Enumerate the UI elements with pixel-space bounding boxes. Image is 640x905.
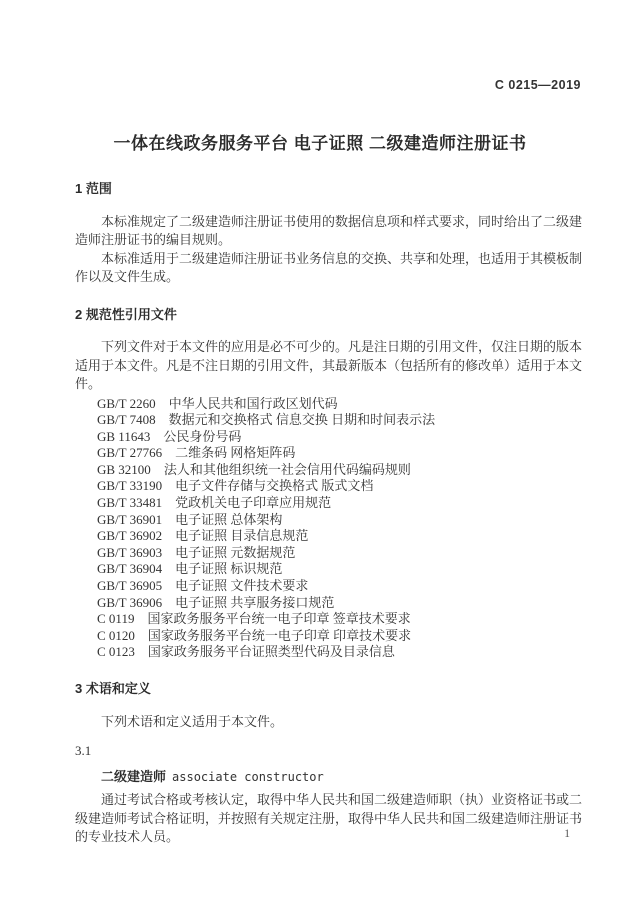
terms-intro: 下列术语和定义适用于本文件。 xyxy=(101,713,284,729)
reference-title: 党政机关电子印章应用规范 xyxy=(175,495,332,511)
reference-title: 数据元和交换格式 信息交换 日期和时间表示法 xyxy=(168,412,436,428)
document-body xyxy=(75,180,582,847)
reference-row xyxy=(75,478,582,495)
reference-row xyxy=(75,445,582,462)
reference-code: C 0119 xyxy=(97,611,135,627)
reference-row xyxy=(75,462,582,479)
page-number: 1 xyxy=(564,828,570,840)
reference-row xyxy=(75,545,582,562)
reference-row xyxy=(75,528,582,545)
references-intro: 下列文件对于本文件的应用是必不可少的。凡是注日期的引用文件，仅注日期的版本适用于本文件。凡是不注日期的引用文件，其最新版本（包括所有的修改单）适用于本文件。 xyxy=(75,339,583,391)
reference-code: GB/T 36904 xyxy=(97,561,163,577)
reference-row xyxy=(75,412,582,429)
reference-row xyxy=(75,595,582,612)
reference-code: GB/T 2260 xyxy=(97,395,156,411)
reference-title: 电子证照 目录信息规范 xyxy=(175,528,309,544)
reference-code: C 0120 xyxy=(97,627,135,643)
reference-code: GB/T 36902 xyxy=(97,528,163,544)
reference-code: GB/T 36901 xyxy=(97,511,163,527)
scope-paragraph-2: 本标准适用于二级建造师注册证书业务信息的交换、共享和处理，也适用于其模板制作以及文件生成。 xyxy=(75,250,583,284)
reference-title: 电子证照 文件技术要求 xyxy=(175,578,309,594)
section-1-body xyxy=(75,213,582,287)
reference-row xyxy=(75,644,582,661)
scope-paragraph-1: 本标准规定了二级建造师注册证书使用的数据信息项和样式要求，同时给出了二级建造师注册证书的编目规则。 xyxy=(75,213,583,247)
reference-title: 法人和其他组织统一社会信用代码编码规则 xyxy=(163,461,411,477)
reference-row xyxy=(75,561,582,578)
reference-code: C 0123 xyxy=(97,644,135,660)
term-number: 3.1 xyxy=(75,743,92,758)
reference-title: 公民身份号码 xyxy=(163,428,242,444)
term-en: associate constructor xyxy=(172,769,324,784)
reference-code: GB/T 36906 xyxy=(97,594,163,610)
reference-title: 电子证照 标识规范 xyxy=(175,561,283,577)
term-zh: 二级建造师 xyxy=(101,768,167,784)
reference-row xyxy=(75,512,582,529)
reference-code: GB/T 27766 xyxy=(97,445,163,461)
reference-title: 电子证照 元数据规范 xyxy=(175,544,296,560)
reference-code: GB 11643 xyxy=(97,428,151,444)
section-2-heading: 2 规范性引用文件 xyxy=(75,306,177,322)
reference-code: GB/T 33481 xyxy=(97,495,163,511)
reference-row xyxy=(75,611,582,628)
standard-code: C 0215—2019 xyxy=(494,78,581,92)
reference-title: 电子证照 总体架构 xyxy=(175,511,283,527)
reference-code: GB/T 36905 xyxy=(97,578,163,594)
reference-title: 国家政务服务平台统一电子印章 签章技术要求 xyxy=(147,611,411,627)
reference-row xyxy=(75,429,582,446)
reference-list xyxy=(75,396,582,662)
reference-row xyxy=(75,628,582,645)
reference-row xyxy=(75,396,582,413)
reference-title: 二维条码 网格矩阵码 xyxy=(175,445,296,461)
reference-row xyxy=(75,578,582,595)
reference-code: GB/T 36903 xyxy=(97,544,163,560)
term-definition: 通过考试合格或考核认定，取得中华人民共和国二级建造师职（执）业资格证书或二级建造师考试合格证明，并按照有关规定注册，取得中华人民共和国二级建造师注册证书的专业技术人员。 xyxy=(75,792,583,844)
reference-title: 电子文件存储与交换格式 版式文档 xyxy=(175,478,374,494)
reference-code: GB/T 7408 xyxy=(97,412,156,428)
section-1-heading: 1 范围 xyxy=(75,181,112,196)
section-3-heading: 3 术语和定义 xyxy=(75,681,151,696)
reference-title: 国家政务服务平台统一电子印章 印章技术要求 xyxy=(147,627,412,643)
reference-code: GB/T 33190 xyxy=(97,478,163,494)
reference-code: GB 32100 xyxy=(97,461,151,477)
reference-row xyxy=(75,495,582,512)
page-title: 一体在线政务服务平台 电子证照 二级建造师注册证书 xyxy=(113,134,527,153)
reference-title: 中华人民共和国行政区划代码 xyxy=(168,395,338,411)
reference-title: 电子证照 共享服务接口规范 xyxy=(175,594,335,610)
term-line xyxy=(75,768,582,787)
reference-title: 国家政务服务平台证照类型代码及目录信息 xyxy=(147,644,395,660)
